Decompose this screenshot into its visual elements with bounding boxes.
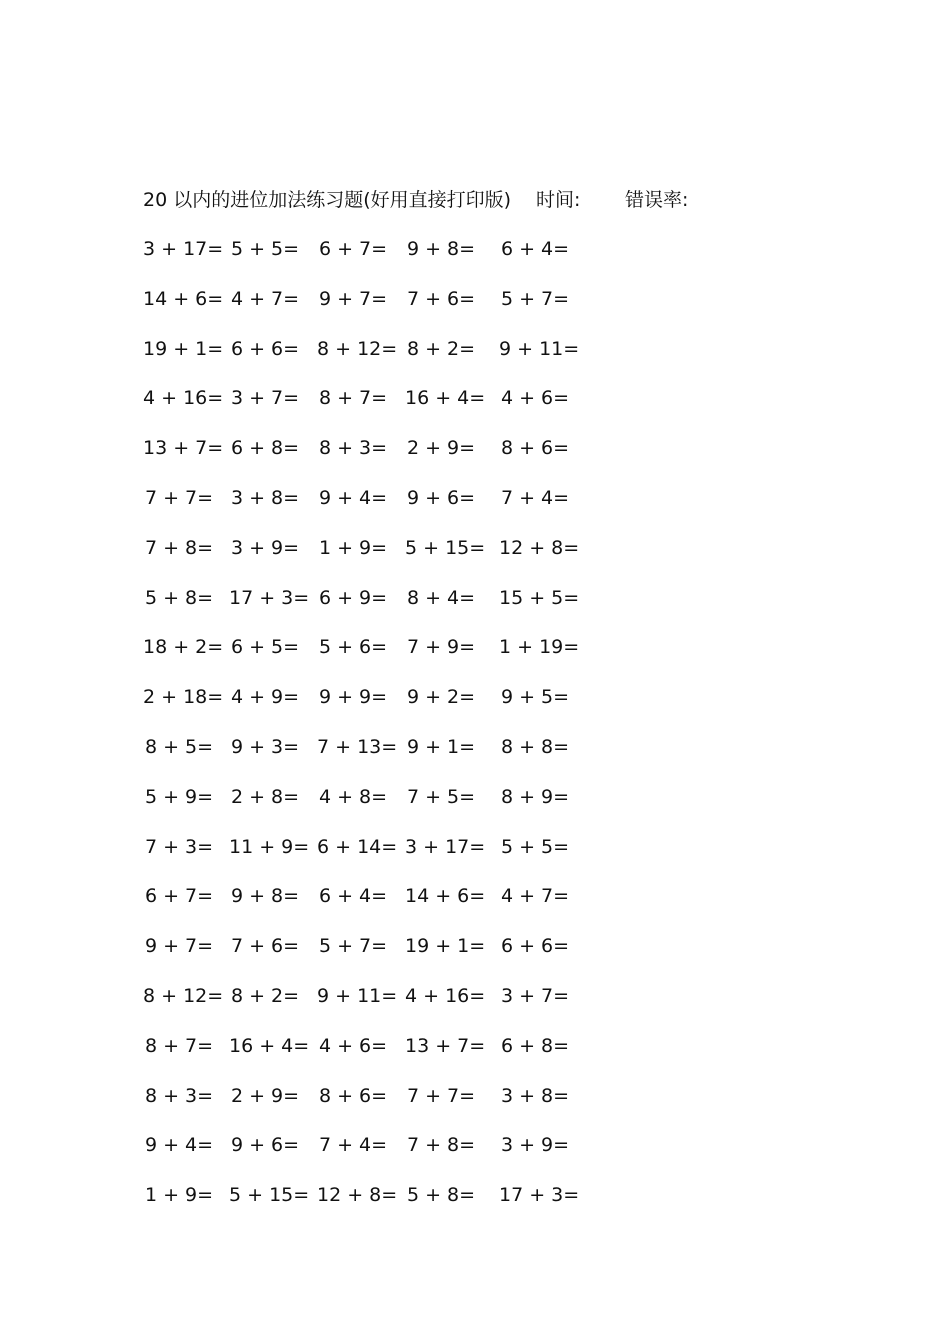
addition-problem: 5 + 7= (318, 935, 388, 958)
addition-problem: 9 + 7= (318, 287, 388, 310)
problem-row (143, 931, 613, 981)
addition-problem: 7 + 8= (144, 536, 214, 559)
addition-problem: 2 + 9= (406, 437, 476, 460)
addition-problem: 8 + 7= (318, 387, 388, 410)
addition-problem: 5 + 7= (500, 287, 570, 310)
addition-problem: 4 + 7= (500, 885, 570, 908)
addition-problem: 9 + 6= (230, 1134, 300, 1157)
addition-problem: 6 + 8= (230, 437, 300, 460)
addition-problem: 4 + 7= (230, 287, 300, 310)
problem-row (143, 234, 613, 284)
addition-problem: 4 + 9= (230, 686, 300, 709)
addition-problem: 9 + 3= (230, 735, 300, 758)
error-rate-label: 错误率: (625, 189, 689, 211)
addition-problem: 7 + 4= (500, 486, 570, 509)
addition-problem: 17 + 3= (229, 586, 310, 609)
addition-problem: 9 + 8= (230, 885, 300, 908)
problem-row (143, 832, 613, 882)
addition-problem: 6 + 9= (318, 586, 388, 609)
addition-problem: 14 + 6= (143, 287, 224, 310)
addition-problem: 17 + 3= (499, 1184, 580, 1207)
addition-problem: 7 + 6= (406, 287, 476, 310)
problem-row (143, 583, 613, 633)
addition-problem: 6 + 14= (317, 835, 398, 858)
addition-problem: 3 + 17= (143, 238, 224, 260)
addition-problem: 7 + 13= (317, 735, 398, 758)
problem-row (143, 284, 613, 334)
addition-problem: 4 + 16= (143, 387, 224, 410)
addition-problem: 6 + 5= (230, 636, 300, 659)
addition-problem: 5 + 15= (405, 536, 486, 559)
problem-row (143, 533, 613, 583)
addition-problem: 8 + 8= (500, 735, 570, 758)
addition-problem: 9 + 9= (318, 686, 388, 709)
problem-row (143, 682, 613, 732)
addition-problem: 4 + 16= (405, 984, 486, 1007)
problem-row (143, 1031, 613, 1081)
addition-problem: 1 + 9= (318, 536, 388, 559)
addition-problem: 7 + 8= (406, 1134, 476, 1157)
addition-problem: 5 + 6= (318, 636, 388, 659)
addition-problem: 3 + 8= (230, 486, 300, 509)
addition-problem: 9 + 5= (500, 686, 570, 709)
addition-problem: 2 + 9= (230, 1084, 300, 1107)
addition-problem: 3 + 8= (500, 1084, 570, 1107)
addition-problem: 8 + 12= (143, 984, 224, 1007)
addition-problem: 4 + 6= (500, 387, 570, 410)
addition-problem: 13 + 7= (405, 1034, 486, 1057)
addition-problem: 8 + 2= (230, 984, 300, 1007)
addition-problem: 5 + 8= (406, 1184, 476, 1207)
addition-problem: 9 + 6= (406, 486, 476, 509)
problem-row (143, 1180, 613, 1230)
problem-row (143, 632, 613, 682)
addition-problem: 16 + 4= (405, 387, 486, 410)
addition-problem: 5 + 9= (144, 785, 214, 808)
addition-problem: 6 + 4= (318, 885, 388, 908)
addition-problem: 19 + 1= (405, 935, 486, 958)
addition-problem: 13 + 7= (143, 437, 224, 460)
problem-row (143, 433, 613, 483)
problem-row (143, 483, 613, 533)
addition-problem: 8 + 12= (317, 337, 398, 360)
addition-problem: 4 + 6= (318, 1034, 388, 1057)
problem-row (143, 1081, 613, 1131)
addition-problem: 9 + 4= (318, 486, 388, 509)
problem-row (143, 981, 613, 1031)
addition-problem: 9 + 8= (406, 238, 476, 260)
addition-problem: 8 + 6= (500, 437, 570, 460)
addition-problem: 11 + 9= (229, 835, 310, 858)
addition-problem: 2 + 18= (143, 686, 224, 709)
addition-problem: 15 + 5= (499, 586, 580, 609)
addition-problem: 1 + 9= (144, 1184, 214, 1207)
addition-problem: 18 + 2= (143, 636, 224, 659)
addition-problem: 7 + 7= (406, 1084, 476, 1107)
addition-problem: 12 + 8= (317, 1184, 398, 1207)
addition-problem: 8 + 4= (406, 586, 476, 609)
addition-problem: 7 + 4= (318, 1134, 388, 1157)
addition-problem: 7 + 9= (406, 636, 476, 659)
addition-problem: 9 + 11= (499, 337, 580, 360)
addition-problem: 6 + 6= (500, 935, 570, 958)
addition-problem: 1 + 19= (499, 636, 580, 659)
addition-problem: 8 + 5= (144, 735, 214, 758)
addition-problem: 3 + 17= (405, 835, 486, 858)
addition-problem: 14 + 6= (405, 885, 486, 908)
addition-problem: 16 + 4= (229, 1034, 310, 1057)
time-label: 时间: (536, 189, 581, 211)
addition-problem: 4 + 8= (318, 785, 388, 808)
addition-problem: 7 + 7= (144, 486, 214, 509)
addition-problem: 7 + 5= (406, 785, 476, 808)
addition-problem: 9 + 11= (317, 984, 398, 1007)
addition-problem: 9 + 2= (406, 686, 476, 709)
problem-row (143, 334, 613, 384)
addition-problem: 5 + 5= (230, 238, 300, 260)
worksheet-title: 20 以内的进位加法练习题(好用直接打印版) (143, 189, 512, 211)
addition-problem: 3 + 7= (500, 984, 570, 1007)
problem-row (143, 383, 613, 433)
addition-problem: 7 + 6= (230, 935, 300, 958)
problem-row (143, 881, 613, 931)
addition-problem: 7 + 3= (144, 835, 214, 858)
problem-grid (143, 234, 613, 1230)
problem-row (143, 782, 613, 832)
problem-row (143, 1130, 613, 1180)
addition-problem: 3 + 7= (230, 387, 300, 410)
addition-problem: 9 + 4= (144, 1134, 214, 1157)
addition-problem: 5 + 5= (500, 835, 570, 858)
addition-problem: 2 + 8= (230, 785, 300, 808)
problem-row (143, 732, 613, 782)
addition-problem: 6 + 7= (144, 885, 214, 908)
addition-problem: 8 + 2= (406, 337, 476, 360)
addition-problem: 8 + 3= (318, 437, 388, 460)
addition-problem: 9 + 7= (144, 935, 214, 958)
addition-problem: 5 + 8= (144, 586, 214, 609)
addition-problem: 5 + 15= (229, 1184, 310, 1207)
addition-problem: 8 + 3= (144, 1084, 214, 1107)
addition-problem: 3 + 9= (500, 1134, 570, 1157)
addition-problem: 6 + 8= (500, 1034, 570, 1057)
addition-problem: 3 + 9= (230, 536, 300, 559)
addition-problem: 6 + 6= (230, 337, 300, 360)
addition-problem: 8 + 7= (144, 1034, 214, 1057)
addition-problem: 12 + 8= (499, 536, 580, 559)
addition-problem: 6 + 4= (500, 238, 570, 260)
addition-problem: 9 + 1= (406, 735, 476, 758)
addition-problem: 19 + 1= (143, 337, 224, 360)
addition-problem: 8 + 9= (500, 785, 570, 808)
addition-problem: 6 + 7= (318, 238, 388, 260)
addition-problem: 8 + 6= (318, 1084, 388, 1107)
